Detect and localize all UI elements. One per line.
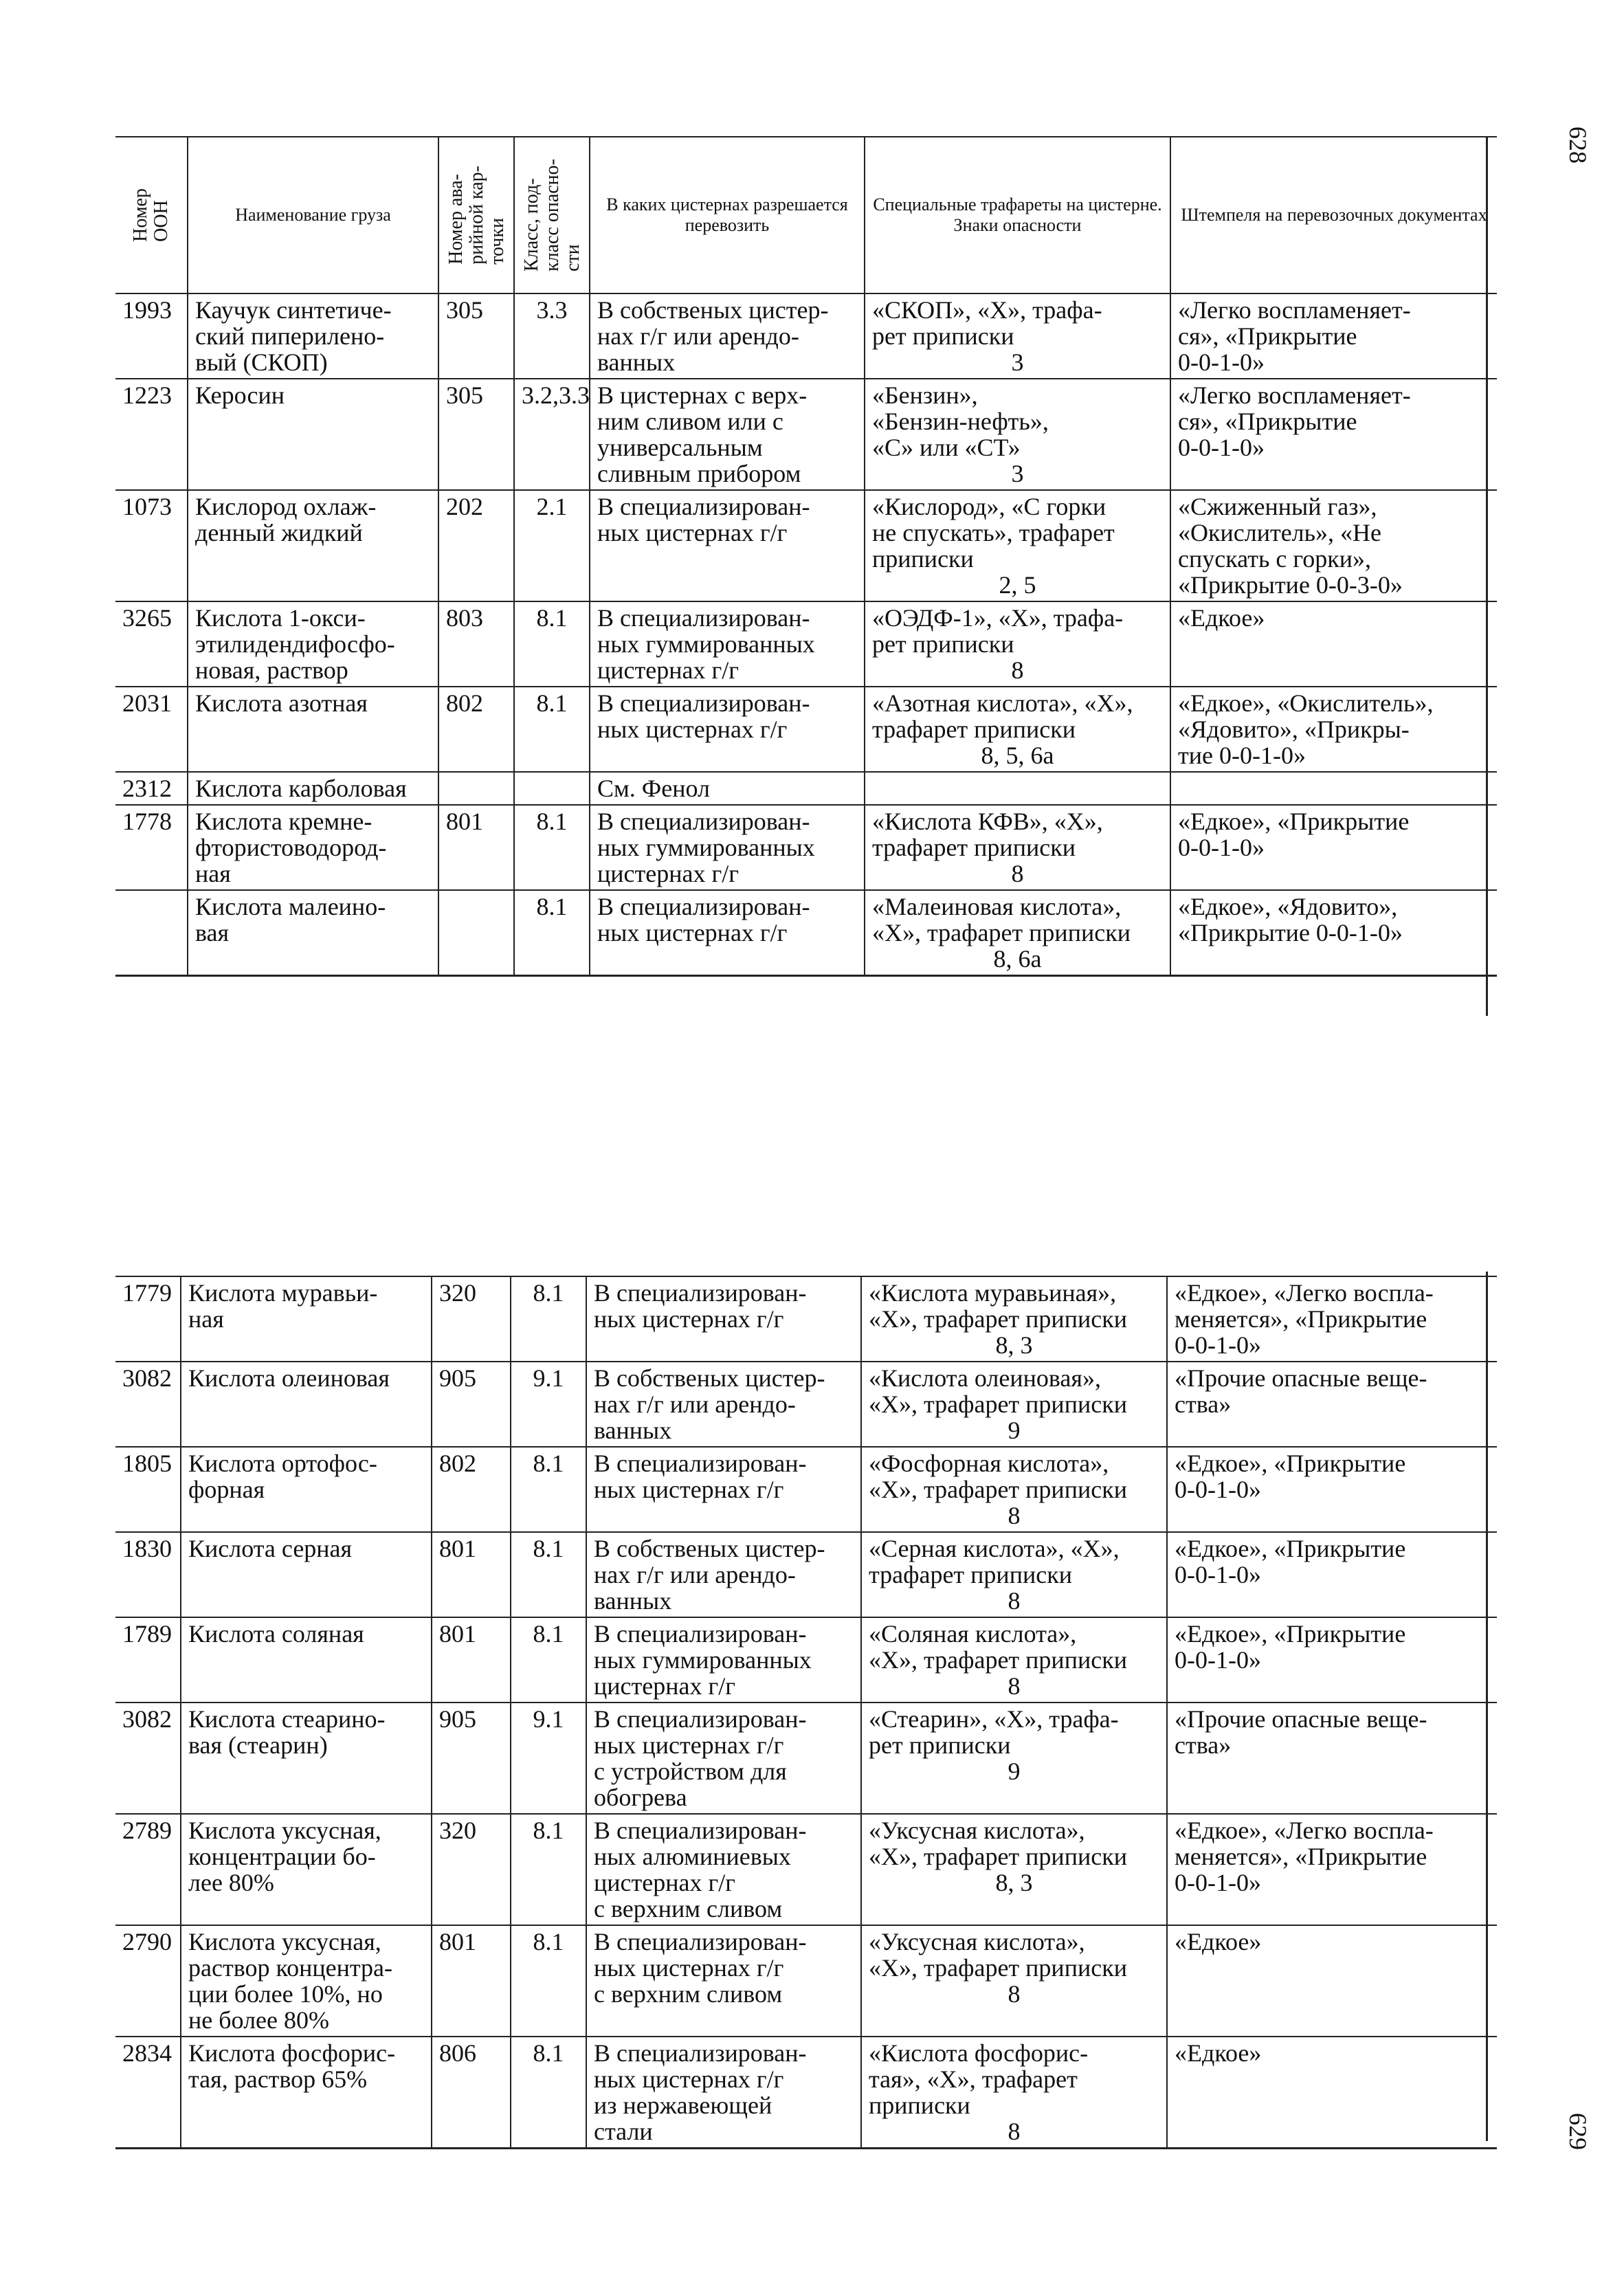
cell-un-number: 2789 <box>115 1814 181 1925</box>
cell-emergency-card: 802 <box>432 1447 511 1532</box>
stencil-text: «Стеарин», «Х», трафа- рет приписки <box>869 1705 1119 1759</box>
cell-hazard-class: 8.1 <box>514 890 590 976</box>
cell-tanks: См. Фенол <box>590 772 865 805</box>
cell-stamps: «Едкое», «Ядовито», «Прикрытие 0-0-1-0» <box>1170 890 1497 976</box>
cell-un-number <box>115 890 188 976</box>
cell-tanks: В специализирован- ных цистернах г/г с верхним сливом <box>586 1925 861 2037</box>
cell-hazard-class: 8.1 <box>511 1814 586 1925</box>
cell-hazard-class: 8.1 <box>514 805 590 890</box>
cell-tanks: В специализирован- ных гуммированных цистернах г/г <box>586 1617 861 1703</box>
cell-stencils <box>865 293 1170 379</box>
cell-stencils <box>861 1814 1167 1925</box>
cell-un-number: 2031 <box>115 687 188 772</box>
hazard-sign-numbers: 8 <box>1008 1502 1021 1529</box>
cell-tanks: В собственых цистер- нах г/г или арендо- ванных <box>586 1362 861 1447</box>
cell-cargo-name: Каучук синтетиче- ский пиперилено- вый (СКОП) <box>188 293 438 379</box>
cell-cargo-name: Кислота 1-окси- этилидендифосфо- новая, раствор <box>188 601 438 687</box>
hazard-sign-numbers: 8, 6а <box>993 945 1042 973</box>
cell-cargo-name: Кислота уксусная, концентрации бо- лее 80% <box>181 1814 432 1925</box>
stencil-text: «Кислота КФВ», «Х», трафарет приписки <box>872 808 1103 861</box>
cell-cargo-name: Кислота муравьи- ная <box>181 1276 432 1362</box>
hazard-sign-numbers: 8 <box>1008 1587 1021 1615</box>
cell-emergency-card: 801 <box>438 805 514 890</box>
table-row <box>115 1276 1497 1362</box>
stencil-text: «Малеиновая кислота», «Х», трафарет приписки <box>872 893 1131 946</box>
cell-hazard-class: 3.3 <box>514 293 590 379</box>
cell-cargo-name: Керосин <box>188 379 438 490</box>
header-cargo-name: Наименование груза <box>188 137 438 293</box>
cell-hazard-class: 2.1 <box>514 490 590 601</box>
cell-tanks: В специализирован- ных цистернах г/г из нержавеющей стали <box>586 2037 861 2149</box>
cell-stamps: «Едкое», «Легко воспла- меняется», «Прикрытие 0-0-1-0» <box>1167 1814 1497 1925</box>
cell-emergency-card: 802 <box>438 687 514 772</box>
stencil-text: «Серная кислота», «Х», трафарет приписки <box>869 1535 1120 1588</box>
cell-un-number: 1789 <box>115 1617 181 1703</box>
hazard-sign-numbers: 8 <box>1011 860 1024 887</box>
cell-un-number: 1830 <box>115 1532 181 1617</box>
cell-emergency-card: 803 <box>438 601 514 687</box>
stencil-text: «Кислота муравьиная», «Х», трафарет приписки <box>869 1279 1127 1333</box>
cell-stamps: «Прочие опасные веще- ства» <box>1167 1703 1497 1814</box>
hazard-sign-numbers: 8, 3 <box>995 1331 1033 1359</box>
hazard-sign-numbers: 3 <box>1011 348 1024 376</box>
cell-un-number: 3082 <box>115 1703 181 1814</box>
cell-stamps: «Едкое» <box>1167 2037 1497 2149</box>
cell-cargo-name: Кислота олеиновая <box>181 1362 432 1447</box>
hazard-sign-numbers: 3 <box>1011 460 1024 487</box>
cell-cargo-name: Кислота ортофос- форная <box>181 1447 432 1532</box>
cell-emergency-card: 905 <box>432 1362 511 1447</box>
table-header <box>115 137 1497 293</box>
cell-tanks: В цистернах с верх- ним сливом или с универсальным сливным прибором <box>590 379 865 490</box>
cell-stamps <box>1170 772 1497 805</box>
header-stamps: Штемпеля на перевозочных документах <box>1170 137 1497 293</box>
cell-tanks: В специализирован- ных цистернах г/г <box>590 687 865 772</box>
dangerous-goods-table-bottom <box>115 1276 1497 2149</box>
cell-hazard-class: 8.1 <box>511 1276 586 1362</box>
cell-stencils <box>861 1362 1167 1447</box>
cell-stencils <box>865 601 1170 687</box>
cell-stencils <box>861 1532 1167 1617</box>
cell-hazard-class: 9.1 <box>511 1362 586 1447</box>
table-row <box>115 772 1497 805</box>
cell-cargo-name: Кислота серная <box>181 1532 432 1617</box>
cell-emergency-card: 320 <box>432 1276 511 1362</box>
cell-cargo-name: Кислород охлаж- денный жидкий <box>188 490 438 601</box>
table-row <box>115 490 1497 601</box>
table-row <box>115 1617 1497 1703</box>
cell-stencils <box>865 687 1170 772</box>
table-row <box>115 1447 1497 1532</box>
cell-stencils <box>865 379 1170 490</box>
cell-emergency-card <box>438 890 514 976</box>
hazard-sign-numbers: 9 <box>1008 1758 1021 1785</box>
cell-hazard-class: 9.1 <box>511 1703 586 1814</box>
cell-stamps: «Легко воспламеняет- ся», «Прикрытие 0-0-1-0» <box>1170 293 1497 379</box>
hazard-sign-numbers: 9 <box>1008 1417 1021 1444</box>
cell-tanks: В специализирован- ных гуммированных цистернах г/г <box>590 601 865 687</box>
stencil-text: «Кислота фосфорис- тая», «Х», трафарет приписки <box>869 2039 1089 2119</box>
cell-cargo-name: Кислота соляная <box>181 1617 432 1703</box>
cell-emergency-card: 801 <box>432 1532 511 1617</box>
cell-tanks: В собственых цистер- нах г/г или арендо- ванных <box>590 293 865 379</box>
hazard-sign-numbers: 8 <box>1011 656 1024 684</box>
cell-cargo-name: Кислота малеино- вая <box>188 890 438 976</box>
cell-tanks: В специализирован- ных цистернах г/г <box>586 1276 861 1362</box>
table-row <box>115 601 1497 687</box>
cell-emergency-card: 801 <box>432 1617 511 1703</box>
stencil-text: «Соляная кислота», «Х», трафарет приписки <box>869 1620 1127 1674</box>
cell-hazard-class: 8.1 <box>511 1532 586 1617</box>
table-row <box>115 890 1497 976</box>
dangerous-goods-table-top <box>115 136 1497 977</box>
cell-hazard-class <box>514 772 590 805</box>
stencil-text: «Кислород», «С горки не спускать», трафарет приписки <box>872 493 1115 573</box>
cell-stencils <box>861 1925 1167 2037</box>
hazard-sign-numbers: 8 <box>1008 1672 1021 1700</box>
cell-cargo-name: Кислота карболовая <box>188 772 438 805</box>
cell-stamps: «Едкое» <box>1170 601 1497 687</box>
cell-hazard-class: 8.1 <box>514 687 590 772</box>
cell-emergency-card: 305 <box>438 293 514 379</box>
cell-un-number: 1223 <box>115 379 188 490</box>
stencil-text: «Кислота олеиновая», «Х», трафарет приписки <box>869 1364 1127 1418</box>
cell-hazard-class: 8.1 <box>511 2037 586 2149</box>
page-number-bottom: 629 <box>1564 2113 1592 2150</box>
cell-stencils <box>861 2037 1167 2149</box>
cell-emergency-card: 305 <box>438 379 514 490</box>
cell-emergency-card: 320 <box>432 1814 511 1925</box>
header-emergency-card: Номер ава- рийной кар- точки <box>438 137 514 293</box>
header-hazard-class: Класс, под- класс опасно- сти <box>514 137 590 293</box>
table-row <box>115 2037 1497 2149</box>
cell-un-number: 2834 <box>115 2037 181 2149</box>
hazard-sign-numbers: 8 <box>1008 2118 1021 2145</box>
cell-tanks: В специализирован- ных алюминиевых цистернах г/г с верхним сливом <box>586 1814 861 1925</box>
cell-emergency-card: 801 <box>432 1925 511 2037</box>
cell-un-number: 1993 <box>115 293 188 379</box>
cell-stencils <box>865 772 1170 805</box>
cell-cargo-name: Кислота азотная <box>188 687 438 772</box>
cell-un-number: 1805 <box>115 1447 181 1532</box>
cell-un-number: 1073 <box>115 490 188 601</box>
cell-tanks: В собственых цистер- нах г/г или арендо- ванных <box>586 1532 861 1617</box>
page-number-top: 628 <box>1564 126 1592 164</box>
table-row <box>115 379 1497 490</box>
cell-cargo-name: Кислота стеарино- вая (стеарин) <box>181 1703 432 1814</box>
cell-un-number: 3265 <box>115 601 188 687</box>
cell-stamps: «Сжиженный газ», «Окислитель», «Не спускать с горки», «Прикрытие 0-0-3-0» <box>1170 490 1497 601</box>
cell-cargo-name: Кислота уксусная, раствор концентра- ции более 10%, но не более 80% <box>181 1925 432 2037</box>
cell-emergency-card <box>438 772 514 805</box>
cell-stencils <box>865 805 1170 890</box>
cell-stencils <box>865 890 1170 976</box>
stencil-text: «Уксусная кислота», «Х», трафарет приписки <box>869 1817 1127 1870</box>
cell-un-number: 2312 <box>115 772 188 805</box>
stencil-text: «Фосфорная кислота», «Х», трафарет приписки <box>869 1450 1127 1503</box>
cell-stamps: «Едкое», «Окислитель», «Ядовито», «Прикры- тие 0-0-1-0» <box>1170 687 1497 772</box>
cell-emergency-card: 806 <box>432 2037 511 2149</box>
cell-stamps: «Едкое», «Легко воспла- меняется», «Прикрытие 0-0-1-0» <box>1167 1276 1497 1362</box>
cell-un-number: 1778 <box>115 805 188 890</box>
hazard-sign-numbers: 8 <box>1008 1980 1021 2008</box>
cell-stencils <box>865 490 1170 601</box>
cell-stencils <box>861 1703 1167 1814</box>
cell-tanks: В специализирован- ных цистернах г/г <box>586 1447 861 1532</box>
cell-hazard-class: 3.2,3.3 <box>514 379 590 490</box>
hazard-sign-numbers: 2, 5 <box>999 571 1036 599</box>
cell-tanks: В специализирован- ных цистернах г/г <box>590 890 865 976</box>
cell-hazard-class: 8.1 <box>511 1447 586 1532</box>
cell-emergency-card: 905 <box>432 1703 511 1814</box>
table-row <box>115 1362 1497 1447</box>
cell-stamps: «Легко воспламеняет- ся», «Прикрытие 0-0-1-0» <box>1170 379 1497 490</box>
cell-stamps: «Едкое», «Прикрытие 0-0-1-0» <box>1167 1617 1497 1703</box>
stencil-text: «СКОП», «Х», трафа- рет приписки <box>872 296 1102 350</box>
hazard-sign-numbers: 8, 5, 6а <box>981 742 1054 769</box>
stencil-text: «ОЭДФ-1», «Х», трафа- рет приписки <box>872 604 1124 658</box>
cell-cargo-name: Кислота фосфорис- тая, раствор 65% <box>181 2037 432 2149</box>
table-row <box>115 805 1497 890</box>
table-row <box>115 1532 1497 1617</box>
table-row <box>115 1703 1497 1814</box>
cell-stamps: «Едкое» <box>1167 1925 1497 2037</box>
cell-tanks: В специализирован- ных цистернах г/г с устройством для обогрева <box>586 1703 861 1814</box>
cell-un-number: 2790 <box>115 1925 181 2037</box>
cell-stamps: «Едкое», «Прикрытие 0-0-1-0» <box>1167 1447 1497 1532</box>
table-row <box>115 1925 1497 2037</box>
hazard-sign-numbers: 8, 3 <box>995 1869 1033 1896</box>
stencil-text: «Уксусная кислота», «Х», трафарет приписки <box>869 1928 1127 1982</box>
cell-emergency-card: 202 <box>438 490 514 601</box>
cell-stencils <box>861 1276 1167 1362</box>
cell-un-number: 3082 <box>115 1362 181 1447</box>
cell-tanks: В специализирован- ных гуммированных цистернах г/г <box>590 805 865 890</box>
cell-tanks: В специализирован- ных цистернах г/г <box>590 490 865 601</box>
stencil-text: «Азотная кислота», «Х», трафарет приписки <box>872 689 1133 743</box>
cell-hazard-class: 8.1 <box>511 1617 586 1703</box>
cell-stencils <box>861 1617 1167 1703</box>
table-row <box>115 1814 1497 1925</box>
header-stencils: Специальные трафареты на цистерне. Знаки опасности <box>865 137 1170 293</box>
table-row <box>115 293 1497 379</box>
header-tanks: В каких цистернах разрешается перевозить <box>590 137 865 293</box>
stencil-text: «Бензин», «Бензин-нефть», «С» или «СТ» <box>872 381 1049 461</box>
cell-stamps: «Едкое», «Прикрытие 0-0-1-0» <box>1167 1532 1497 1617</box>
cell-stamps: «Прочие опасные веще- ства» <box>1167 1362 1497 1447</box>
cell-un-number: 1779 <box>115 1276 181 1362</box>
cell-stamps: «Едкое», «Прикрытие 0-0-1-0» <box>1170 805 1497 890</box>
header-un-number: Номер ООН <box>130 188 172 242</box>
cell-hazard-class: 8.1 <box>511 1925 586 2037</box>
cell-stencils <box>861 1447 1167 1532</box>
cell-hazard-class: 8.1 <box>514 601 590 687</box>
cell-cargo-name: Кислота кремне- фтористоводород- ная <box>188 805 438 890</box>
table-row <box>115 687 1497 772</box>
